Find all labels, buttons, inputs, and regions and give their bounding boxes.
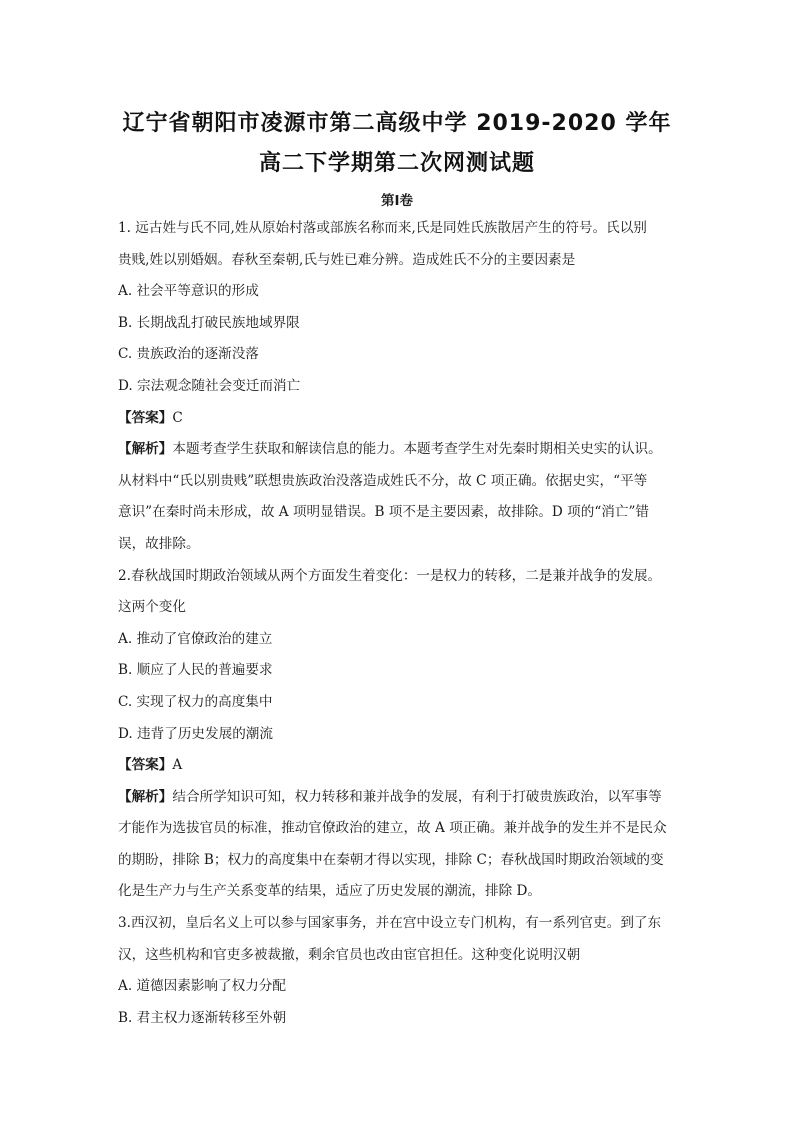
analysis-label: 【解析】 xyxy=(118,788,173,805)
question-3-stem-line2: 汉，这些机构和官吏多被裁撤，剩余官员也改由宦官担任。这种变化说明汉朝 xyxy=(118,946,581,963)
question-2-stem-line2: 这两个变化 xyxy=(118,599,186,616)
analysis-text: 结合所学知识可知，权力转移和兼并战争的发展，有利于打破贵族政治，以军事等 xyxy=(172,788,662,805)
answer-value: C xyxy=(172,409,183,426)
section-heading: 第Ⅰ卷 xyxy=(380,193,414,209)
question-2-option-b: B. 顺应了人民的普遍要求 xyxy=(118,662,273,679)
question-1-analysis-line3: 意识”在秦时尚未形成，故 A 项明显错误。B 项不是主要因素，故排除。D 项的“消亡”错 xyxy=(118,504,650,521)
question-3-stem-line1: 3.西汉初，皇后名义上可以参与国家事务，并在宫中设立专门机构，有一系列官吏。到了东 xyxy=(118,915,662,932)
question-2-analysis-line2: 才能作为选拔官员的标准，推动官僚政治的建立，故 A 项正确。兼并战争的发生并不是民众 xyxy=(118,820,667,837)
question-2-option-c: C. 实现了权力的高度集中 xyxy=(118,693,273,710)
question-3-option-a: A. 道德因素影响了权力分配 xyxy=(118,978,286,995)
answer-label: 【答案】 xyxy=(118,757,173,774)
question-1-answer xyxy=(118,403,680,435)
question-1-option-a: A. 社会平等意识的形成 xyxy=(118,283,259,300)
question-2-stem-line1: 2.春秋战国时期政治领域从两个方面发生着变化：一是权力的转移，二是兼并战争的发展。 xyxy=(118,567,662,584)
question-1-analysis-line2: 从材料中“氏以别贵贱”联想贵族政治没落造成姓氏不分，故 C 项正确。依据史实，“平等 xyxy=(118,472,648,489)
answer-value: A xyxy=(172,757,183,774)
question-2-option-a: A. 推动了官僚政治的建立 xyxy=(118,630,273,647)
analysis-label: 【解析】 xyxy=(118,441,173,458)
question-2-analysis-line1 xyxy=(118,782,680,814)
question-2-analysis-line3: 的期盼，排除 B；权力的高度集中在秦朝才得以实现，排除 C；春秋战国时期政治领域的变 xyxy=(118,851,664,868)
question-2-answer xyxy=(118,750,680,782)
question-1-stem-line1: 1. 远古姓与氏不同,姓从原始村落或部族名称而来,氏是同姓氏族散居产生的符号。氏以别 xyxy=(118,220,647,236)
questions-body xyxy=(118,213,680,1034)
analysis-text: 本题考查学生获取和解读信息的能力。本题考查学生对先秦时期相关史实的认识。 xyxy=(172,441,662,458)
question-3-option-b: B. 君主权力逐渐转移至外朝 xyxy=(118,1009,287,1026)
question-2-option-d: D. 违背了历史发展的潮流 xyxy=(118,725,273,742)
question-1-option-b: B. 长期战乱打破民族地域界限 xyxy=(118,314,300,331)
answer-label: 【答案】 xyxy=(118,409,173,426)
document-title-line2: 高二下学期第二次网测试题 xyxy=(258,151,535,176)
question-1-option-c: C. 贵族政治的逐渐没落 xyxy=(118,346,259,363)
question-1-stem-line2: 贵贱,姓以别婚姻。春秋至秦朝,氏与姓已难分辨。造成姓氏不分的主要因素是 xyxy=(118,251,576,268)
question-1-option-d: D. 宗法观念随社会变迁而消亡 xyxy=(118,377,301,394)
question-2-analysis-line4: 化是生产力与生产关系变革的结果，适应了历史发展的潮流，排除 D。 xyxy=(118,883,542,900)
document-title-line1: 辽宁省朝阳市凌源市第二高级中学 2019-2020 学年 xyxy=(122,111,672,136)
question-1-analysis-line4: 误，故排除。 xyxy=(118,535,200,552)
question-1-analysis-line1 xyxy=(118,434,680,466)
